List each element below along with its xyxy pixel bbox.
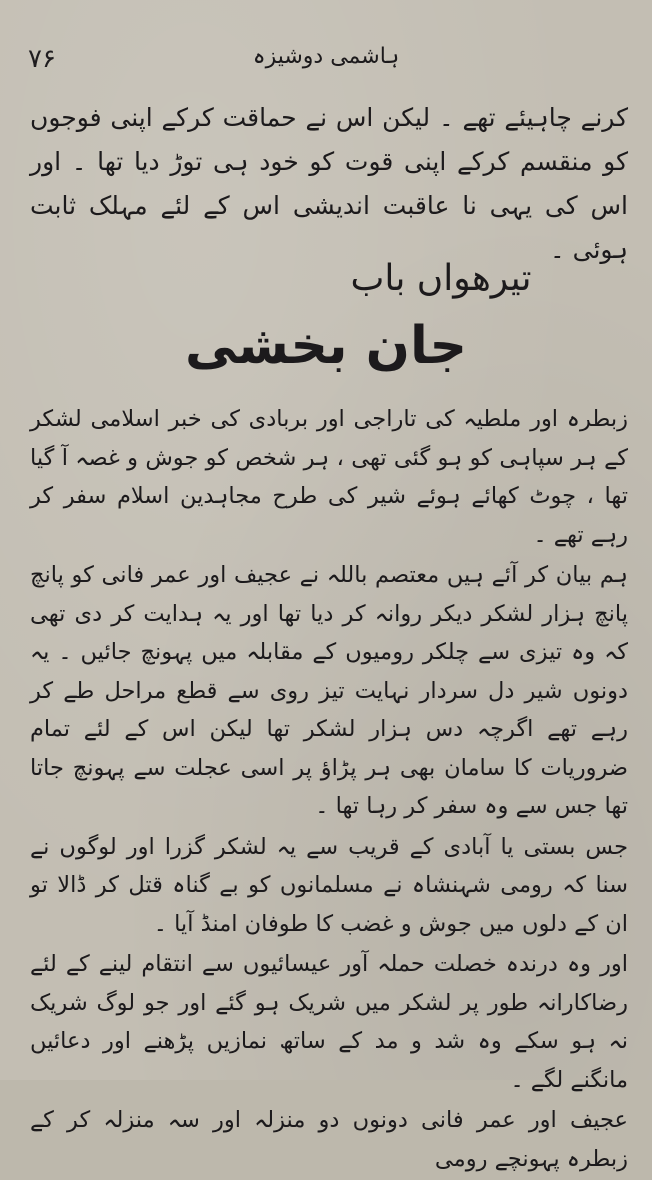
chapter-body — [30, 400, 628, 1180]
chapter-title: جان بخشی — [184, 316, 467, 376]
body-paragraph: عجیف اور عمر فانی دونوں دو منزلہ اور سہ منزلہ کر کے زبطرہ پہونچے رومی — [30, 1107, 628, 1172]
body-paragraph: زبطرہ اور ملطیہ کی تاراجی اور بربادی کی خبر اسلامی لشکر کے ہر سپاہی کو ہو گئی تھی ، ہر شخص کو جوش و غصہ آ گیا تھا ، چوٹ کھائے ہوئے شیر کی طرح مجاہدین اسلام سفر کر رہے تھے ۔ — [30, 406, 628, 548]
page-number: ۷۶ — [28, 44, 56, 74]
running-header: ہاشمی دوشیزہ — [252, 44, 400, 69]
body-paragraph: ہم بیان کر آئے ہیں معتصم باللہ نے عجیف اور عمر فانی کو پانچ پانچ ہزار لشکر دیکر روانہ کر دیا تھا اور یہ ہدایت کر دی تھی کہ وہ تیزی سے چلکر رومیوں کے مقابلہ میں پہونچ جائیں ۔ یہ دونوں شیر دل سردار نہایت تیز روی سے قطع مراحل طے کر رہے تھے اگرچہ دس ہزار لشکر تھا لیکن اس کے لئے تمام ضروریات کا سامان بھی ہر پڑاؤ پر اسی عجلت سے پہونچ جاتا تھا جس سے وہ سفر کر رہا تھا ۔ — [30, 562, 628, 819]
body-paragraph: جس بستی یا آبادی کے قریب سے یہ لشکر گزرا اور لوگوں نے سنا کہ رومی شہنشاہ نے مسلمانوں کو بے گناہ قتل کر ڈالا تو ان کے دلوں میں جوش و غضب کا طوفان امنڈ آیا ۔ — [30, 833, 628, 937]
chapter-number: تیرھواں باب — [350, 258, 532, 299]
intro-paragraph: کرنے چاہیئے تھے ۔ لیکن اس نے حماقت کرکے اپنی فوجوں کو منقسم کرکے اپنی قوت کو خود ہی توڑ دیا تھا ۔ اور اس کی یہی نا عاقبت اندیشی اس کے لئے مہلک ثابت ہوئی ۔ — [30, 103, 628, 264]
body-paragraph: اور وہ درندہ خصلت حملہ آور عیسائیوں سے انتقام لینے کے لئے رضاکارانہ طور پر لشکر میں شریک ہو گئے اور جو لوگ شریک نہ ہو سکے وہ شد و مد کے ساتھ نمازیں پڑھنے اور دعائیں مانگنے لگے ۔ — [30, 951, 628, 1093]
